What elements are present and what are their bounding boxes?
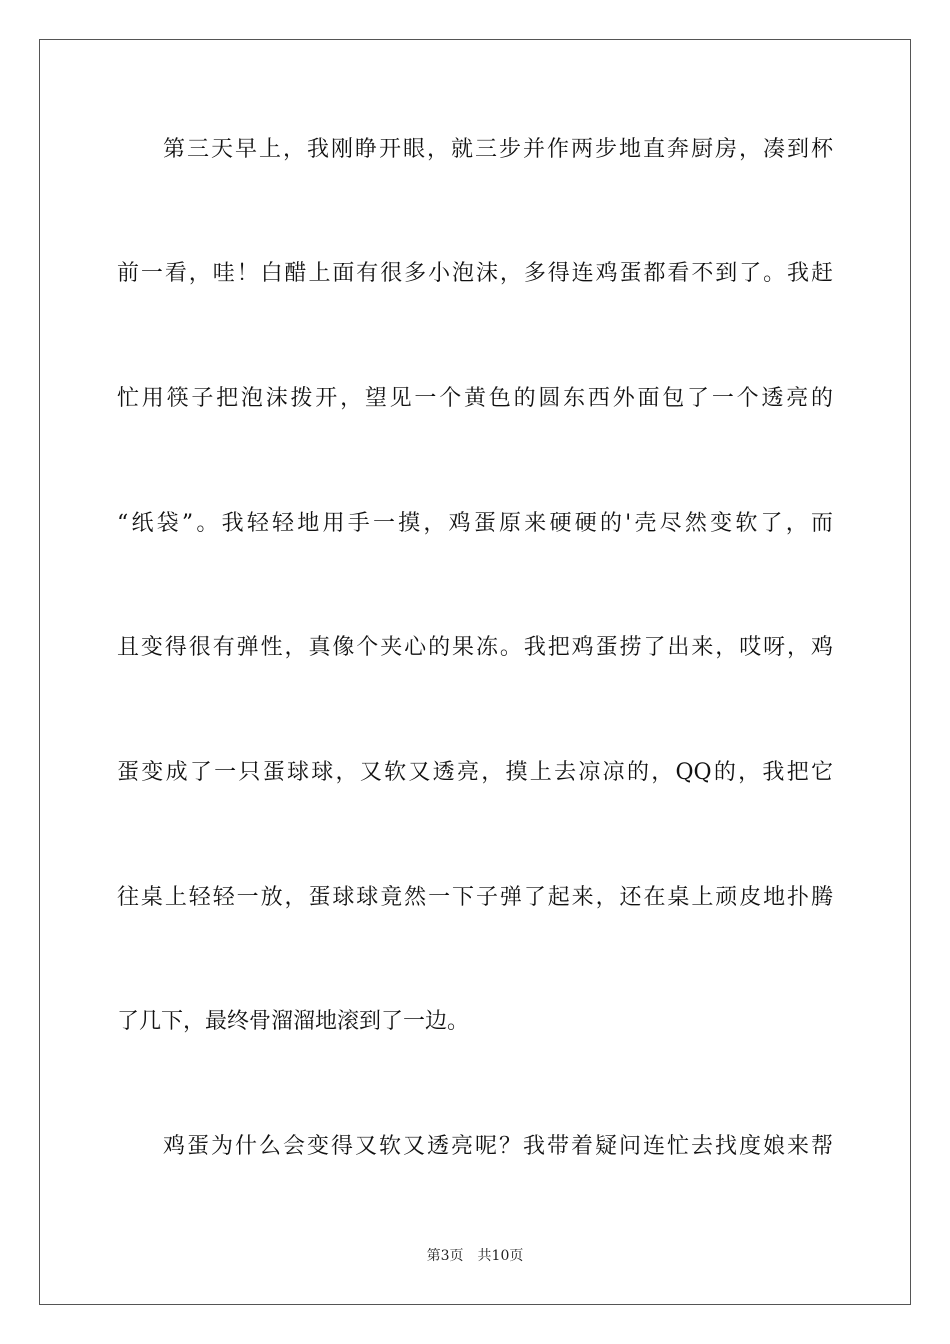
page-footer <box>0 1246 950 1266</box>
paragraph-line: 忙用筷子把泡沫拨开，望见一个黄色的圆东西外面包了一个透亮的 <box>117 386 833 411</box>
page-number: 第3页 <box>426 1248 464 1264</box>
paragraph-line: 往桌上轻轻一放，蛋球球竟然一下子弹了起来，还在桌上顽皮地扑腾 <box>117 885 833 910</box>
page-frame <box>39 39 911 1305</box>
paragraph-line: 前一看，哇！白醋上面有很多小泡沫，多得连鸡蛋都看不到了。我赶 <box>117 261 833 286</box>
paragraph-line: 第三天早上，我刚睁开眼，就三步并作两步地直奔厨房，凑到杯 <box>163 137 833 162</box>
paragraph-line: 鸡蛋为什么会变得又软又透亮呢？我带着疑问连忙去找度娘来帮 <box>163 1134 833 1159</box>
paragraph-line: “纸袋”。我轻轻地用手一摸，鸡蛋原来硬硬的'壳尽然变软了，而 <box>117 511 833 536</box>
page-total: 共10页 <box>477 1248 524 1264</box>
paragraph-line: 了几下，最终骨溜溜地滚到了一边。 <box>117 1009 470 1034</box>
paragraph-line: 蛋变成了一只蛋球球，又软又透亮，摸上去凉凉的，QQ的，我把它 <box>117 760 833 785</box>
paragraph-line: 且变得很有弹性，真像个夹心的果冻。我把鸡蛋捞了出来，哎呀，鸡 <box>117 635 833 660</box>
